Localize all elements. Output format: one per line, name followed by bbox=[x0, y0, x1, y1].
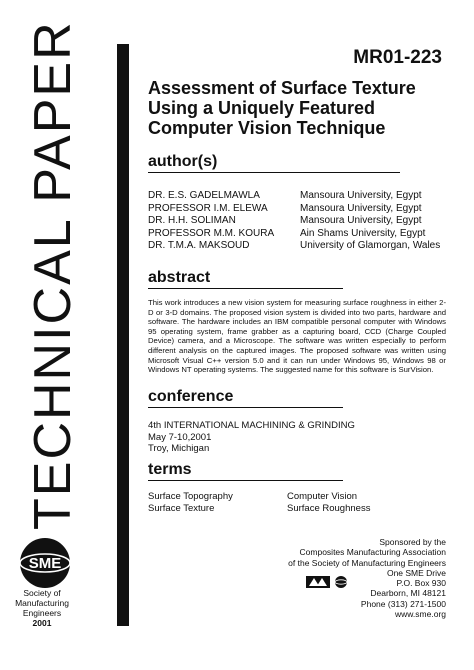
authors-heading: author(s) bbox=[148, 153, 400, 173]
organization-line: Society of bbox=[23, 588, 61, 598]
title-line: Using a Uniquely Featured bbox=[148, 98, 376, 118]
sme-organization bbox=[0, 588, 84, 628]
conference-dates: May 7-10,2001 bbox=[148, 431, 212, 443]
sponsor-line: One SME Drive bbox=[386, 567, 446, 578]
conference-details bbox=[148, 420, 355, 455]
organization-line: Manufacturing bbox=[15, 598, 69, 608]
author-name: DR. T.M.A. MAKSOUD bbox=[148, 240, 250, 251]
term: Surface Texture bbox=[148, 502, 215, 514]
author-row bbox=[148, 215, 448, 228]
paper-title bbox=[148, 78, 438, 138]
sponsor-website: www.sme.org bbox=[394, 609, 446, 620]
author-affiliation: Mansoura University, Egypt bbox=[300, 202, 422, 214]
sme-logo-text: SME bbox=[28, 555, 62, 572]
terms-row bbox=[148, 491, 448, 503]
author-affiliation: Ain Shams University, Egypt bbox=[300, 227, 426, 239]
author-name: PROFESSOR I.M. ELEWA bbox=[148, 202, 268, 214]
sponsor-phone: Phone (313) 271-1500 bbox=[360, 598, 446, 609]
abstract-heading: abstract bbox=[148, 269, 343, 289]
authors-list bbox=[148, 190, 448, 253]
conference-heading: conference bbox=[148, 388, 343, 408]
conference-location: Troy, Michigan bbox=[148, 443, 210, 454]
vertical-title: TECHNICAL PAPER bbox=[24, 20, 82, 530]
term: Surface Topography bbox=[148, 491, 233, 502]
terms-heading: terms bbox=[148, 461, 343, 481]
author-affiliation: University of Glamorgan, Wales bbox=[300, 240, 441, 251]
author-affiliation: Mansoura University, Egypt bbox=[300, 215, 422, 226]
author-row bbox=[148, 228, 448, 241]
author-row bbox=[148, 203, 448, 216]
sponsor-line: of the Society of Manufacturing Engineers bbox=[288, 557, 446, 568]
author-affiliation: Mansoura University, Egypt bbox=[300, 190, 422, 201]
term: Computer Vision bbox=[287, 491, 358, 502]
title-line: Assessment of Surface Texture bbox=[148, 78, 416, 98]
term: Surface Roughness bbox=[287, 502, 371, 514]
terms-row bbox=[148, 503, 448, 515]
sponsor-line: P.O. Box 930 bbox=[396, 578, 446, 589]
author-row bbox=[148, 190, 448, 203]
author-row bbox=[148, 240, 448, 253]
divider-bar bbox=[117, 44, 129, 626]
publication-year: 2001 bbox=[32, 618, 52, 628]
sponsor-line: Sponsored by the bbox=[379, 537, 446, 547]
conference-name: 4th INTERNATIONAL MACHINING & GRINDING bbox=[148, 420, 355, 431]
terms-list bbox=[148, 491, 448, 514]
sponsor-line: Composites Manufacturing Association bbox=[299, 547, 446, 558]
author-name: DR. H.H. SOLIMAN bbox=[148, 215, 236, 226]
sme-logo-icon bbox=[18, 536, 72, 590]
sponsor-info bbox=[226, 537, 446, 619]
title-line: Computer Vision Technique bbox=[148, 118, 386, 138]
organization-line: Engineers bbox=[22, 608, 62, 618]
author-name: DR. E.S. GADELMAWLA bbox=[148, 190, 260, 201]
paper-number: MR01-223 bbox=[353, 47, 442, 68]
abstract-text: This work introduces a new vision system for measuring surface roughness in either 2-D or 3-D domains. The proposed vision system is divided into two parts, hardware and software. The hardware includes an IBM compatible personal computer with Windows 95 operating system, frame grabber as a capturing board, CCD (Charge Coupled Device) camera, and a Microscope. The software was written especially to perform different analysis on the captured images. The proposed software was written using Microsoft Visual C++ version 5.0 and it can run under Windows 95, Windows 98 or Windows NT operating systems. The suggested name for this software is SurVision. bbox=[148, 298, 446, 375]
sponsor-line: Dearborn, MI 48121 bbox=[370, 588, 446, 599]
author-name: PROFESSOR M.M. KOURA bbox=[148, 227, 275, 239]
